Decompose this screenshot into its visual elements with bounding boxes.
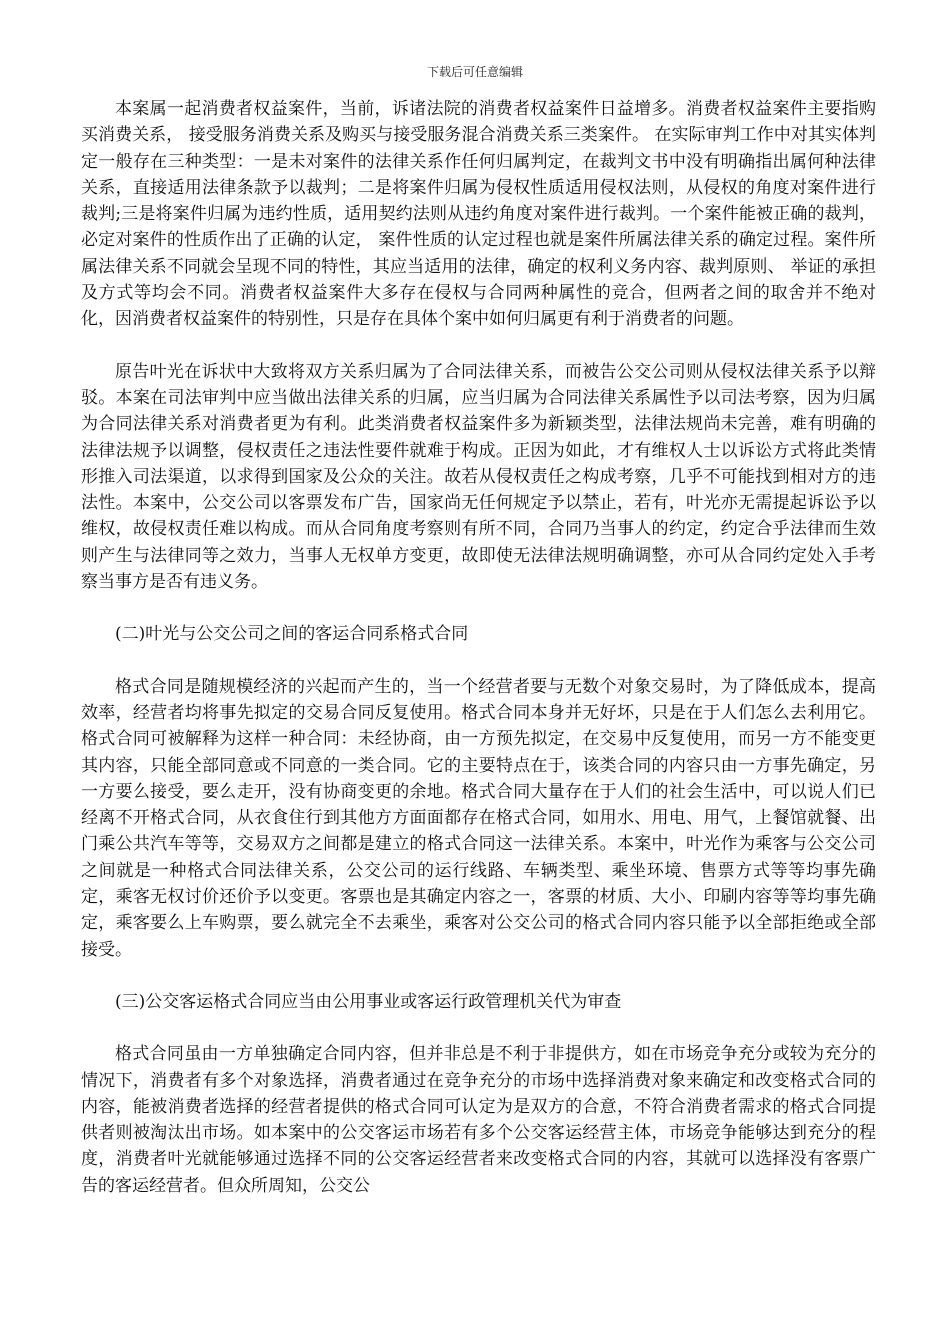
- paragraph-review: 格式合同虽由一方单独确定合同内容，但并非总是不利于非提供方，如在市场竞争充分或较为充分的情况下，消费者有多个对象选择，消费者通过在竞争充分的市场中选择消费对象来确定和改变格式合同的内容，能被消费者选择的经营者提供的格式合同可认定为是双方的合意，不符合消费者需求的格式合同提供者则被淘汰出市场。如本案中的公交客运市场若有多个公交客运经营主体，市场竞争能够达到充分的程度，消费者叶光就能够通过选择不同的公交客运经营者来改变格式合同的内容，其就可以选择没有客票广告的客运经营者。但众所周知，公交公: [81, 1044, 876, 1196]
- section-heading-review: (三)公交客运格式合同应当由公用事业或客运行政管理机关代为审查: [115, 991, 622, 1012]
- document-body: [81, 96, 876, 1199]
- paragraph-contract-relationship: 原告叶光在诉状中大致将双方关系归属为了合同法律关系，而被告公交公司则从侵权法律关系予以辩驳。本案在司法审判中应当做出法律关系的归属，应当归属为合同法律关系属性予以司法考察，因为归属为合同法律关系对消费者更为有利。此类消费者权益案件多为新颖类型，法律法规尚未完善，难有明确的法律法规予以调整，侵权责任之违法性要件就难于构成。正因为如此，才有维权人士以诉讼方式将此类情形推入司法渠道，以求得到国家及公众的关注。故若从侵权责任之构成考察，几乎不可能找到相对方的违法性。本案中，公交公司以客票发布广告，国家尚无任何规定予以禁止，若有，叶光亦无需提起诉讼予以维权，故侵权责任难以构成。而从合同角度考察则有所不同，合同乃当事人的约定，约定合乎法律而生效则产生与法律同等之效力，当事人无权单方变更，故即使无法律法规明确调整，亦可从合同约定处入手考察当事方是否有违义务。: [81, 361, 876, 593]
- section-heading-standard-contract: (二)叶光与公交公司之间的客运合同系格式合同: [115, 624, 469, 645]
- paragraph-consumer-rights-cases: 本案属一起消费者权益案件，当前，诉诸法院的消费者权益案件日益增多。消费者权益案件主要指购买消费关系， 接受服务消费关系及购买与接受服务混合消费关系三类案件。 在实际审判工作中对其实体判定一般存在三种类型：一是未对案件的法律关系作任何归属判定，在裁判文书中没有明确指出属何种法律关系，直接适用法律条款予以裁判；二是将案件归属为侵权性质适用侵权法则，从侵权的角度对案件进行裁判;三是将案件归属为违约性质，适用契约法则从违约角度对案件进行裁判。一个案件能被正确的裁判， 必定对案件的性质作出了正确的认定， 案件性质的认定过程也就是案件所属法律关系的确定过程。案件所属法律关系不同就会呈现不同的特性，其应当适用的法律，确定的权利义务内容、裁判原则、 举证的承担及方式等均会不同。消费者权益案件大多存在侵权与合同两种属性的竞合，但两者之间的取舍并不绝对化，因消费者权益案件的特别性，只是存在具体个案中如何归属更有利于消费者的问题。: [81, 99, 876, 330]
- page-header-note: 下载后可任意编辑: [426, 65, 523, 79]
- paragraph-standard-contract: 格式合同是随规模经济的兴起而产生的，当一个经营者要与无数个对象交易时，为了降低成本，提高效率，经营者均将事先拟定的交易合同反复使用。格式合同本身并无好坏，只是在于人们怎么去利用它。格式合同可被解释为这样一种合同：未经协商，由一方预先拟定，在交易中反复使用，而另一方不能变更其内容，只能全部同意或不同意的一类合同。它的主要特点在于，该类合同的内容只由一方事先确定，另一方要么接受，要么走开，没有协商变更的余地。格式合同大量存在于人们的社会生活中，可以说人们已经离不开格式合同，从衣食住行到其他方方面面都存在格式合同，如用水、用电、用气，上餐馆就餐、出门乘公共汽车等等，交易双方之间都是建立的格式合同这一法律关系。本案中，叶光作为乘客与公交公司之间就是一种格式合同法律关系，公交公司的运行线路、车辆类型、乘坐环境、售票方式等等均事先确定，乘客无权讨价还价予以变更。客票也是其确定内容之一，客票的材质、大小、印刷内容等等均事先确定，乘客要么上车购票，要么就完全不去乘坐，乘客对公交公司的格式合同内容只能予以全部拒绝或全部接受。: [81, 676, 876, 960]
